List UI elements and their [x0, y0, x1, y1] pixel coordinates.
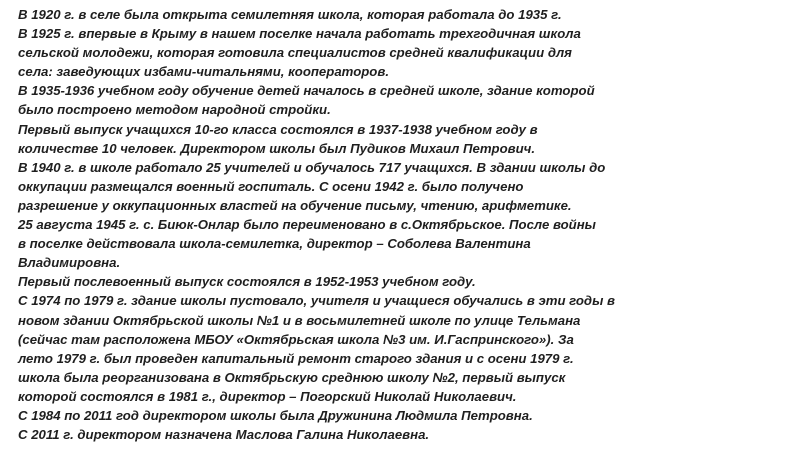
text-line: которой состоялся в 1981 г., директор – Погорский Николай Николаевич.: [18, 388, 517, 404]
text-line: сельской молодежи, которая готовила специалистов средней квалификации для: [18, 45, 572, 61]
text-line: Первый выпуск учащихся 10-го класса состоялся в 1937-1938 учебном году в: [18, 121, 538, 137]
text-line: оккупации размещался военный госпиталь. С осени 1942 г. было получено: [18, 178, 524, 194]
text-line: Владимировна.: [18, 255, 121, 271]
text-line: В 1940 г. в школе работало 25 учителей и обучалось 717 учащихся. В здании школы до: [18, 159, 606, 175]
text-line: было построено методом народной стройки.: [18, 102, 331, 118]
text-line: С 1974 по 1979 г. здание школы пустовало, учителя и учащиеся обучались в эти годы в: [18, 293, 615, 309]
text-line: количестве 10 человек. Директором школы был Пудиков Михаил Петрович.: [18, 140, 536, 156]
text-line: новом здании Октябрьской школы №1 и в восьмилетней школе по улице Тельмана: [18, 312, 581, 328]
text-line: села: заведующих избами-читальнями, кооператоров.: [18, 64, 389, 80]
text-line: (сейчас там расположена МБОУ «Октябрьская школа №3 им. И.Гаспринского»). За: [18, 331, 574, 347]
text-line: лето 1979 г. был проведен капитальный ремонт старого здания и с осени 1979 г.: [18, 350, 574, 366]
text-line: разрешение у оккупационных властей на обучение письму, чтению, арифметике.: [18, 197, 572, 213]
text-line: Первый послевоенный выпуск состоялся в 1952-1953 учебном году.: [18, 274, 476, 290]
text-line: школа была реорганизована в Октябрьскую среднюю школу №2, первый выпуск: [18, 369, 566, 385]
text-line: В 1925 г. впервые в Крыму в нашем поселке начала работать трехгодичная школа: [18, 26, 581, 42]
text-line: 25 августа 1945 г. с. Биюк-Онлар было переименовано в с.Октябрьское. После войны: [18, 217, 596, 233]
text-line: В 1935-1936 учебном году обучение детей началось в средней школе, здание которой: [18, 83, 595, 99]
text-line: С 2011 г. директором назначена Маслова Галина Николаевна.: [18, 427, 430, 443]
text-line: в поселке действовала школа-семилетка, директор – Соболева Валентина: [18, 236, 531, 252]
text-line: В 1920 г. в селе была открыта семилетняя школа, которая работала до 1935 г.: [18, 7, 562, 22]
text-line: С 1984 по 2011 год директором школы была Дружинина Людмила Петровна.: [18, 407, 533, 423]
document-text-block: [18, 5, 788, 444]
